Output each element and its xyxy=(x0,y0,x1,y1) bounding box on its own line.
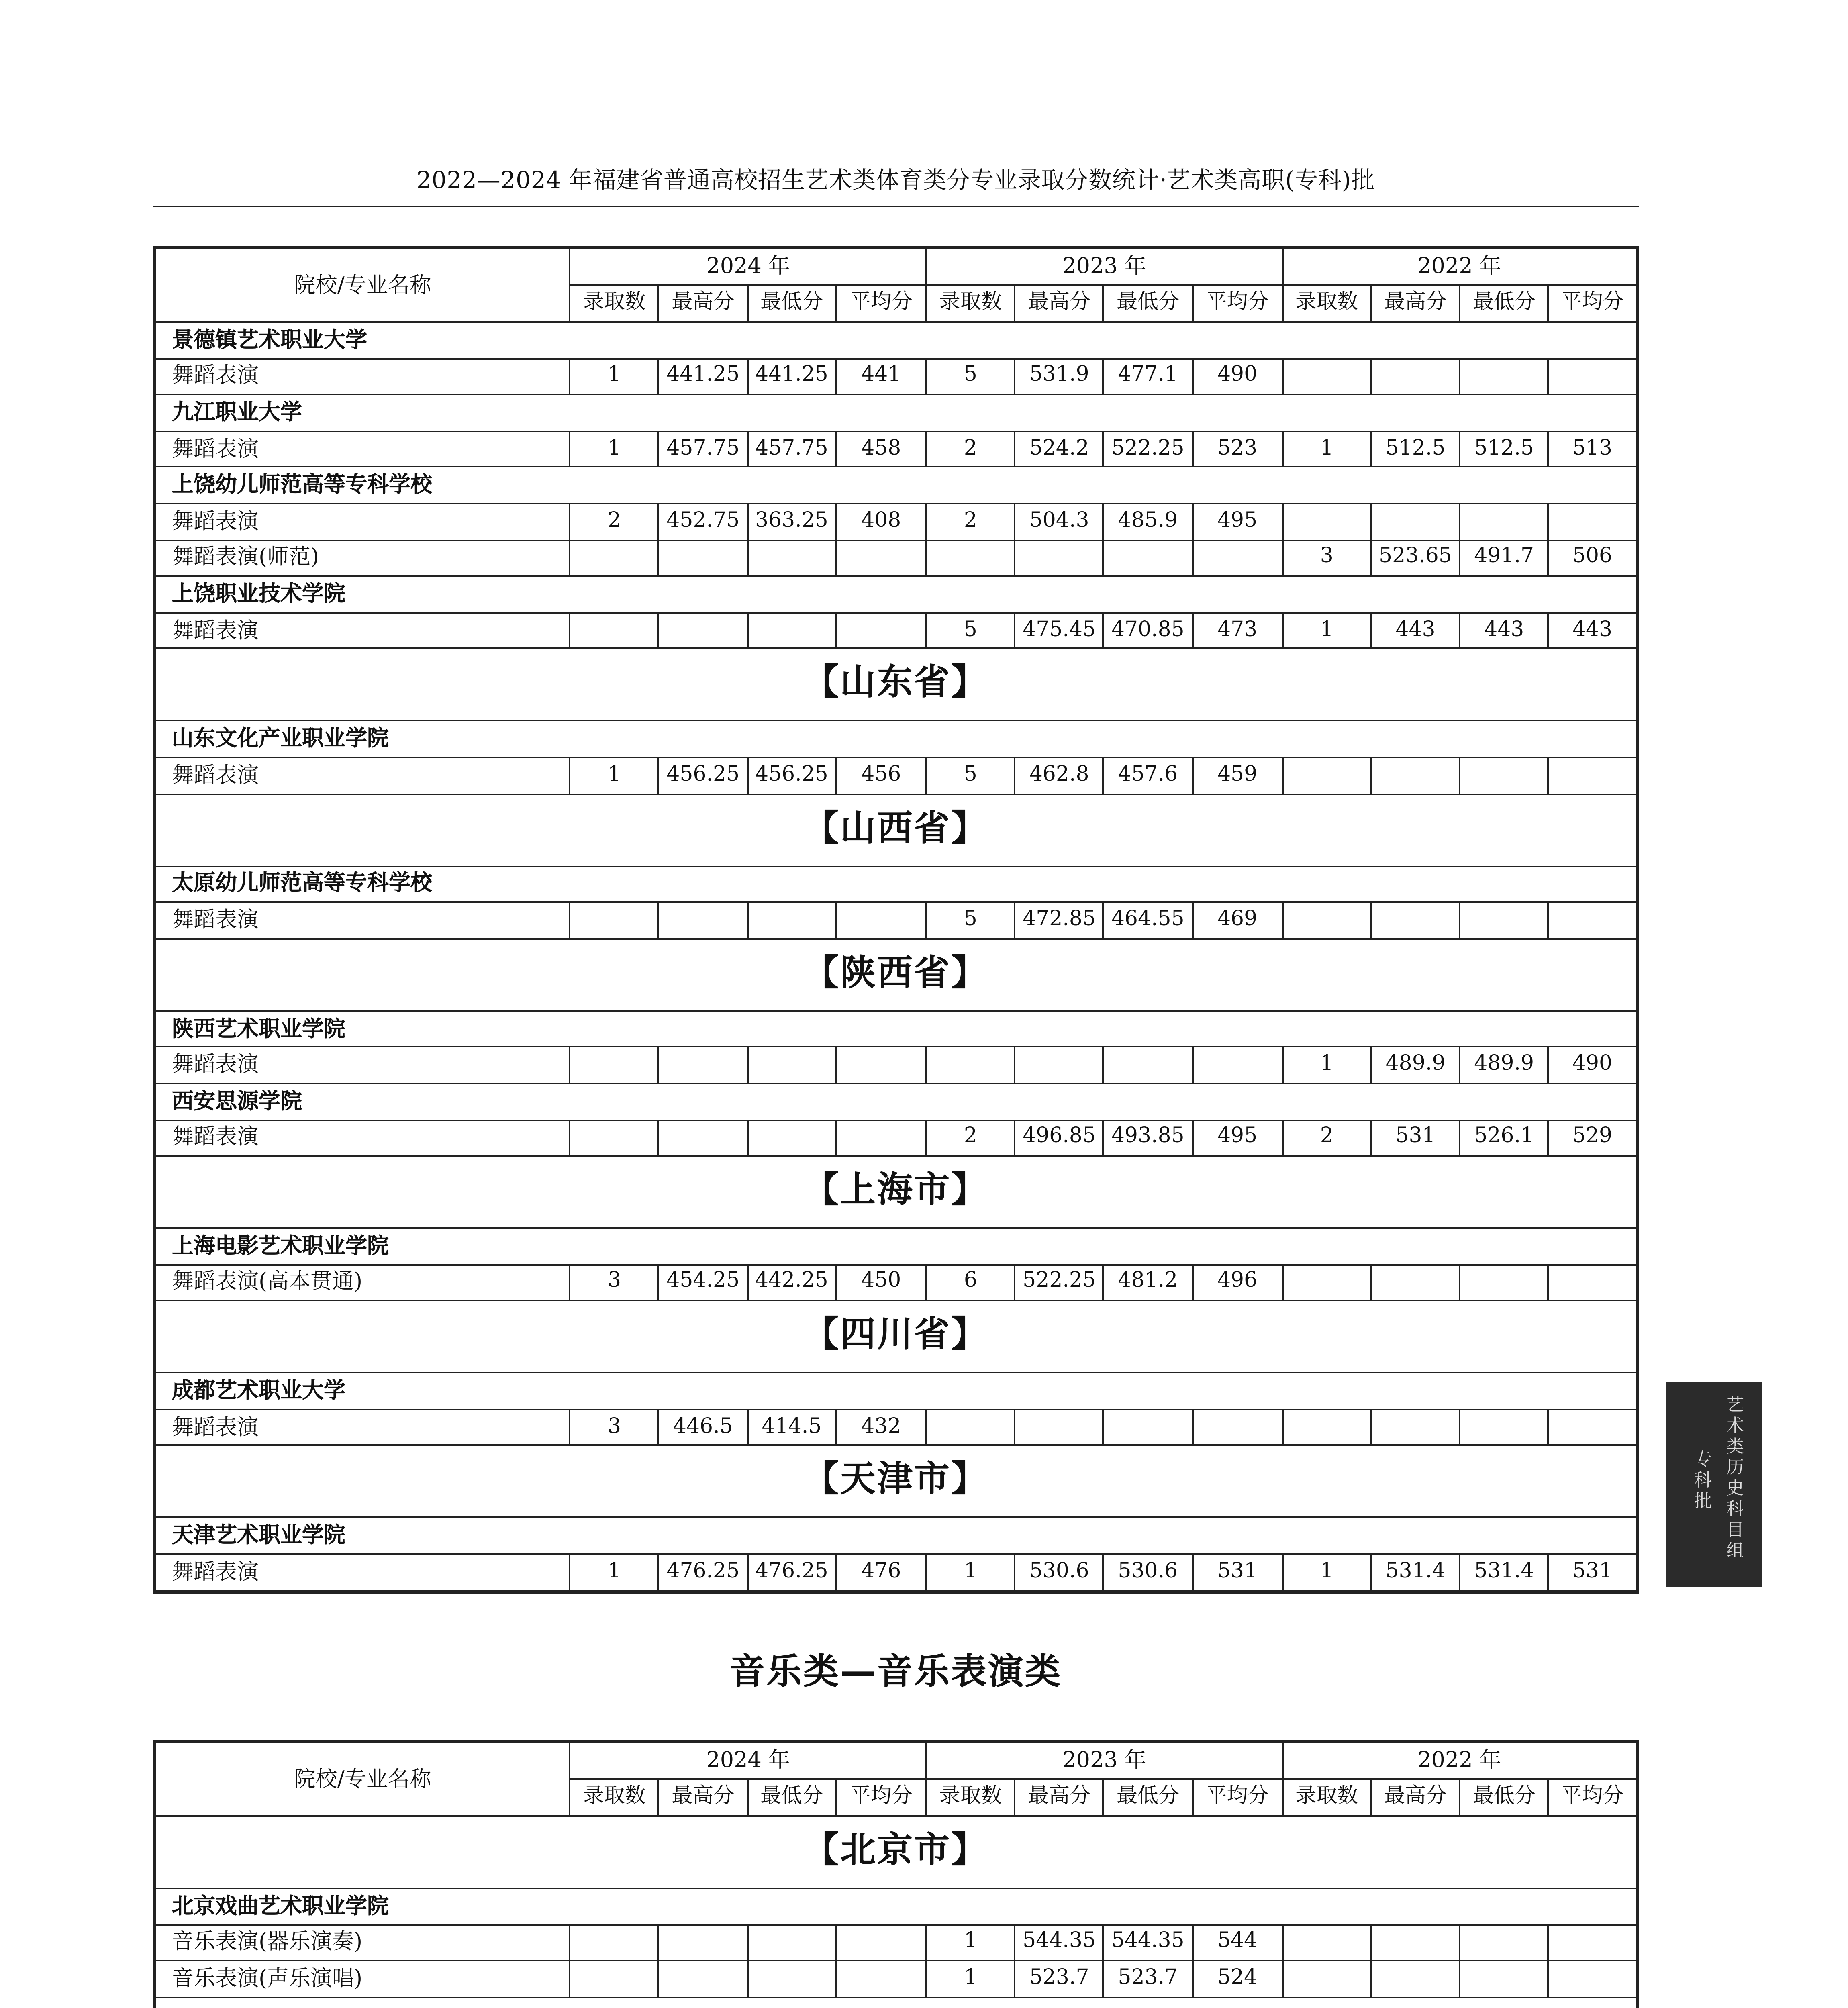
min-score-2022-cell: 512.5 xyxy=(1460,431,1548,467)
major-name: 音乐表演(器乐演奏) xyxy=(154,1924,570,1961)
count-2023-cell: 1 xyxy=(926,1924,1015,1961)
count-2024-cell xyxy=(570,1961,659,1997)
avg-score-2024-cell xyxy=(836,612,926,649)
major-name: 舞蹈表演 xyxy=(154,612,570,649)
count-2022-cell xyxy=(1282,504,1371,540)
min-score-2023-cell: 485.9 xyxy=(1104,504,1193,540)
min-score-2024-cell xyxy=(747,1924,836,1961)
count-2024-cell xyxy=(570,902,659,939)
school-row xyxy=(154,1518,1637,1554)
school-name: 景德镇艺术职业大学 xyxy=(154,322,1637,358)
count-2022-cell xyxy=(1282,1265,1371,1301)
year-header-2023: 2023 年 xyxy=(926,1741,1282,1779)
min-score-2024-cell: 363.25 xyxy=(747,504,836,540)
avg-score-2022-cell xyxy=(1548,504,1637,540)
avg-score-2022-cell: 529 xyxy=(1548,1120,1637,1156)
major-name: 舞蹈表演 xyxy=(154,504,570,540)
col-header-max: 最高分 xyxy=(1371,285,1460,322)
page-header-title: 2022—2024 年福建省普通高校招生艺术类体育类分专业录取分数统计·艺术类高职(专科)批 xyxy=(416,169,1375,194)
col-header-max: 最高分 xyxy=(659,285,747,322)
count-2024-cell xyxy=(570,540,659,576)
count-2024-cell: 1 xyxy=(570,757,659,794)
col-header-avg: 平均分 xyxy=(836,285,926,322)
count-2022-cell: 1 xyxy=(1282,1047,1371,1083)
major-row xyxy=(154,1120,1637,1156)
avg-score-2024-cell xyxy=(836,540,926,576)
avg-score-2024-cell xyxy=(836,902,926,939)
avg-score-2024-cell: 408 xyxy=(836,504,926,540)
count-2022-cell xyxy=(1282,358,1371,394)
school-row xyxy=(154,1228,1637,1264)
min-score-2023-cell: 493.85 xyxy=(1104,1120,1193,1156)
music-admission-table xyxy=(153,1740,1639,2008)
major-name: 舞蹈表演 xyxy=(154,1120,570,1156)
school-row xyxy=(154,866,1637,902)
max-score-2023-cell: 462.8 xyxy=(1015,757,1104,794)
province-row xyxy=(154,1446,1637,1518)
province-row xyxy=(154,649,1637,721)
min-score-2022-cell xyxy=(1460,504,1548,540)
major-name: 舞蹈表演 xyxy=(154,902,570,939)
max-score-2023-cell: 523.7 xyxy=(1015,1961,1104,1997)
min-score-2023-cell xyxy=(1104,540,1193,576)
max-score-2024-cell: 454.25 xyxy=(659,1265,747,1301)
major-row xyxy=(154,757,1637,794)
avg-score-2022-cell: 490 xyxy=(1548,1047,1637,1083)
min-score-2023-cell: 470.85 xyxy=(1104,612,1193,649)
max-score-2024-cell xyxy=(659,1120,747,1156)
province-row xyxy=(154,1301,1637,1373)
max-score-2024-cell xyxy=(659,1924,747,1961)
min-score-2023-cell: 530.6 xyxy=(1104,1554,1193,1591)
max-score-2022-cell xyxy=(1371,1265,1460,1301)
avg-score-2022-cell xyxy=(1548,902,1637,939)
avg-score-2022-cell xyxy=(1548,1410,1637,1446)
max-score-2023-cell: 504.3 xyxy=(1015,504,1104,540)
count-2024-cell: 1 xyxy=(570,358,659,394)
school-name: 陕西艺术职业学院 xyxy=(154,1011,1637,1047)
school-row xyxy=(154,1373,1637,1409)
side-tab-batch-label: 专科批 xyxy=(1694,1449,1712,1512)
count-2023-cell: 2 xyxy=(926,504,1015,540)
min-score-2024-cell: 457.75 xyxy=(747,431,836,467)
province-heading: 【山东省】 xyxy=(154,649,1637,721)
col-header-avg: 平均分 xyxy=(836,1779,926,1816)
province-row xyxy=(154,1816,1637,1888)
col-header-count: 录取数 xyxy=(570,285,659,322)
count-2023-cell xyxy=(926,540,1015,576)
major-name: 音乐表演(声乐演唱) xyxy=(154,1961,570,1997)
count-2024-cell xyxy=(570,1120,659,1156)
max-score-2024-cell xyxy=(659,1047,747,1083)
school-name: 成都艺术职业大学 xyxy=(154,1373,1637,1409)
min-score-2022-cell xyxy=(1460,1924,1548,1961)
avg-score-2022-cell xyxy=(1548,358,1637,394)
max-score-2023-cell: 531.9 xyxy=(1015,358,1104,394)
major-row xyxy=(154,504,1637,540)
min-score-2022-cell xyxy=(1460,1410,1548,1446)
school-row xyxy=(154,721,1637,757)
major-name: 舞蹈表演 xyxy=(154,358,570,394)
max-score-2022-cell: 489.9 xyxy=(1371,1047,1460,1083)
province-row xyxy=(154,1997,1637,2008)
count-2022-cell: 1 xyxy=(1282,1554,1371,1591)
max-score-2022-cell: 531 xyxy=(1371,1120,1460,1156)
min-score-2022-cell: 443 xyxy=(1460,612,1548,649)
count-2022-cell xyxy=(1282,902,1371,939)
school-name: 九江职业大学 xyxy=(154,395,1637,431)
min-score-2023-cell: 522.25 xyxy=(1104,431,1193,467)
school-row xyxy=(154,1888,1637,1924)
school-row xyxy=(154,322,1637,358)
col-header-avg: 平均分 xyxy=(1192,285,1282,322)
min-score-2023-cell: 523.7 xyxy=(1104,1961,1193,1997)
count-2024-cell: 3 xyxy=(570,1265,659,1301)
avg-score-2024-cell xyxy=(836,1120,926,1156)
avg-score-2023-cell: 523 xyxy=(1192,431,1282,467)
province-heading: 【北京市】 xyxy=(154,1816,1637,1888)
max-score-2022-cell xyxy=(1371,1410,1460,1446)
min-score-2023-cell: 544.35 xyxy=(1104,1924,1193,1961)
max-score-2022-cell xyxy=(1371,504,1460,540)
max-score-2024-cell: 456.25 xyxy=(659,757,747,794)
avg-score-2024-cell: 476 xyxy=(836,1554,926,1591)
avg-score-2023-cell: 496 xyxy=(1192,1265,1282,1301)
province-heading: 【山西省】 xyxy=(154,794,1637,866)
avg-score-2024-cell xyxy=(836,1924,926,1961)
avg-score-2023-cell: 469 xyxy=(1192,902,1282,939)
max-score-2024-cell: 446.5 xyxy=(659,1410,747,1446)
count-2024-cell: 3 xyxy=(570,1410,659,1446)
min-score-2024-cell xyxy=(747,612,836,649)
col-header-count: 录取数 xyxy=(926,1779,1015,1816)
province-heading: 【上海市】 xyxy=(154,1156,1637,1228)
major-row xyxy=(154,612,1637,649)
max-score-2023-cell: 472.85 xyxy=(1015,902,1104,939)
max-score-2024-cell: 457.75 xyxy=(659,431,747,467)
max-score-2023-cell: 530.6 xyxy=(1015,1554,1104,1591)
major-row xyxy=(154,431,1637,467)
min-score-2024-cell: 456.25 xyxy=(747,757,836,794)
col-header-min: 最低分 xyxy=(1460,1779,1548,1816)
province-heading: 【天津市】 xyxy=(154,1446,1637,1518)
avg-score-2022-cell xyxy=(1548,1961,1637,1997)
school-name: 上饶职业技术学院 xyxy=(154,576,1637,612)
min-score-2024-cell xyxy=(747,902,836,939)
col-header-max: 最高分 xyxy=(1015,1779,1104,1816)
province-row xyxy=(154,1156,1637,1228)
max-score-2022-cell xyxy=(1371,358,1460,394)
max-score-2024-cell xyxy=(659,1961,747,1997)
min-score-2022-cell: 489.9 xyxy=(1460,1047,1548,1083)
avg-score-2023-cell: 459 xyxy=(1192,757,1282,794)
province-heading: 【四川省】 xyxy=(154,1301,1637,1373)
max-score-2022-cell: 531.4 xyxy=(1371,1554,1460,1591)
count-2023-cell: 5 xyxy=(926,612,1015,649)
min-score-2024-cell: 414.5 xyxy=(747,1410,836,1446)
min-score-2023-cell xyxy=(1104,1410,1193,1446)
major-row xyxy=(154,1265,1637,1301)
avg-score-2024-cell: 458 xyxy=(836,431,926,467)
min-score-2024-cell xyxy=(747,1961,836,1997)
max-score-2024-cell xyxy=(659,540,747,576)
avg-score-2022-cell: 513 xyxy=(1548,431,1637,467)
max-score-2024-cell: 452.75 xyxy=(659,504,747,540)
major-name: 舞蹈表演 xyxy=(154,1410,570,1446)
min-score-2023-cell: 457.6 xyxy=(1104,757,1193,794)
col-header-avg: 平均分 xyxy=(1548,1779,1637,1816)
col-header-min: 最低分 xyxy=(747,285,836,322)
count-2024-cell xyxy=(570,1047,659,1083)
avg-score-2023-cell xyxy=(1192,1410,1282,1446)
max-score-2024-cell: 476.25 xyxy=(659,1554,747,1591)
count-2024-cell: 1 xyxy=(570,1554,659,1591)
count-2024-cell: 1 xyxy=(570,431,659,467)
major-row xyxy=(154,1554,1637,1591)
section-side-tab xyxy=(1666,1382,1762,1587)
min-score-2022-cell: 491.7 xyxy=(1460,540,1548,576)
avg-score-2022-cell xyxy=(1548,1265,1637,1301)
max-score-2023-cell: 544.35 xyxy=(1015,1924,1104,1961)
count-2023-cell: 5 xyxy=(926,902,1015,939)
avg-score-2022-cell: 506 xyxy=(1548,540,1637,576)
count-2024-cell xyxy=(570,1924,659,1961)
school-row xyxy=(154,467,1637,504)
major-name: 舞蹈表演(师范) xyxy=(154,540,570,576)
min-score-2024-cell: 442.25 xyxy=(747,1265,836,1301)
avg-score-2023-cell xyxy=(1192,540,1282,576)
side-tab-category-label: 艺术类历史科目组 xyxy=(1726,1394,1744,1561)
avg-score-2024-cell: 441 xyxy=(836,358,926,394)
major-row xyxy=(154,1410,1637,1446)
min-score-2024-cell xyxy=(747,540,836,576)
max-score-2022-cell xyxy=(1371,1961,1460,1997)
school-name: 山东文化产业职业学院 xyxy=(154,721,1637,757)
avg-score-2024-cell: 456 xyxy=(836,757,926,794)
school-row xyxy=(154,1011,1637,1047)
max-score-2023-cell xyxy=(1015,1047,1104,1083)
count-2023-cell: 2 xyxy=(926,431,1015,467)
col-header-avg: 平均分 xyxy=(1548,285,1637,322)
province-heading xyxy=(154,1997,1637,2008)
col-header-max: 最高分 xyxy=(1371,1779,1460,1816)
major-row xyxy=(154,358,1637,394)
max-score-2024-cell: 441.25 xyxy=(659,358,747,394)
year-header-2023: 2023 年 xyxy=(926,247,1282,285)
count-2023-cell: 5 xyxy=(926,358,1015,394)
avg-score-2022-cell xyxy=(1548,1924,1637,1961)
major-name: 舞蹈表演 xyxy=(154,1554,570,1591)
year-header-2024: 2024 年 xyxy=(570,247,926,285)
section-title: 音乐类—音乐表演类 xyxy=(729,1653,1062,1693)
year-header-2022: 2022 年 xyxy=(1282,1741,1637,1779)
count-2023-cell: 1 xyxy=(926,1554,1015,1591)
major-row xyxy=(154,902,1637,939)
count-2022-cell xyxy=(1282,1961,1371,1997)
col-header-min: 最低分 xyxy=(747,1779,836,1816)
avg-score-2023-cell: 473 xyxy=(1192,612,1282,649)
avg-score-2023-cell: 495 xyxy=(1192,504,1282,540)
col-header-min: 最低分 xyxy=(1104,285,1193,322)
col-header-min: 最低分 xyxy=(1104,1779,1193,1816)
max-score-2022-cell: 443 xyxy=(1371,612,1460,649)
avg-score-2023-cell: 524 xyxy=(1192,1961,1282,1997)
count-2022-cell xyxy=(1282,1410,1371,1446)
min-score-2022-cell xyxy=(1460,902,1548,939)
max-score-2023-cell: 496.85 xyxy=(1015,1120,1104,1156)
max-score-2023-cell xyxy=(1015,540,1104,576)
max-score-2023-cell xyxy=(1015,1410,1104,1446)
count-2024-cell: 2 xyxy=(570,504,659,540)
col-header-count: 录取数 xyxy=(1282,285,1371,322)
province-row xyxy=(154,939,1637,1011)
col-header-max: 最高分 xyxy=(1015,285,1104,322)
avg-score-2022-cell: 443 xyxy=(1548,612,1637,649)
min-score-2023-cell: 481.2 xyxy=(1104,1265,1193,1301)
major-row xyxy=(154,1047,1637,1083)
province-row xyxy=(154,794,1637,866)
count-2022-cell: 1 xyxy=(1282,612,1371,649)
avg-score-2023-cell xyxy=(1192,1047,1282,1083)
col-header-min: 最低分 xyxy=(1460,285,1548,322)
max-score-2023-cell: 524.2 xyxy=(1015,431,1104,467)
year-header-2024: 2024 年 xyxy=(570,1741,926,1779)
min-score-2022-cell xyxy=(1460,1961,1548,1997)
col-header-avg: 平均分 xyxy=(1192,1779,1282,1816)
col-header-max: 最高分 xyxy=(659,1779,747,1816)
count-2023-cell: 5 xyxy=(926,757,1015,794)
count-2023-cell: 2 xyxy=(926,1120,1015,1156)
max-score-2022-cell: 512.5 xyxy=(1371,431,1460,467)
dance-admission-table xyxy=(153,246,1639,1593)
count-2022-cell xyxy=(1282,757,1371,794)
max-score-2023-cell: 522.25 xyxy=(1015,1265,1104,1301)
count-2022-cell: 3 xyxy=(1282,540,1371,576)
max-score-2022-cell xyxy=(1371,1924,1460,1961)
avg-score-2023-cell: 495 xyxy=(1192,1120,1282,1156)
school-row xyxy=(154,576,1637,612)
min-score-2024-cell xyxy=(747,1047,836,1083)
name-column-header: 院校/专业名称 xyxy=(154,247,570,322)
min-score-2022-cell xyxy=(1460,757,1548,794)
min-score-2023-cell xyxy=(1104,1047,1193,1083)
school-name: 西安思源学院 xyxy=(154,1084,1637,1120)
school-name: 太原幼儿师范高等专科学校 xyxy=(154,866,1637,902)
max-score-2022-cell: 523.65 xyxy=(1371,540,1460,576)
major-name: 舞蹈表演 xyxy=(154,757,570,794)
province-heading: 【陕西省】 xyxy=(154,939,1637,1011)
count-2023-cell: 6 xyxy=(926,1265,1015,1301)
school-row xyxy=(154,395,1637,431)
min-score-2024-cell xyxy=(747,1120,836,1156)
col-header-count: 录取数 xyxy=(570,1779,659,1816)
major-name: 舞蹈表演 xyxy=(154,431,570,467)
school-name: 上海电影艺术职业学院 xyxy=(154,1228,1637,1264)
count-2024-cell xyxy=(570,612,659,649)
avg-score-2024-cell xyxy=(836,1047,926,1083)
min-score-2023-cell: 477.1 xyxy=(1104,358,1193,394)
name-column-header: 院校/专业名称 xyxy=(154,1741,570,1816)
min-score-2023-cell: 464.55 xyxy=(1104,902,1193,939)
major-name: 舞蹈表演(高本贯通) xyxy=(154,1265,570,1301)
max-score-2024-cell xyxy=(659,902,747,939)
school-name: 北京戏曲艺术职业学院 xyxy=(154,1888,1637,1924)
count-2022-cell: 2 xyxy=(1282,1120,1371,1156)
max-score-2024-cell xyxy=(659,612,747,649)
avg-score-2024-cell xyxy=(836,1961,926,1997)
min-score-2022-cell xyxy=(1460,1265,1548,1301)
major-name: 舞蹈表演 xyxy=(154,1047,570,1083)
avg-score-2023-cell: 490 xyxy=(1192,358,1282,394)
count-2022-cell: 1 xyxy=(1282,431,1371,467)
count-2022-cell xyxy=(1282,1924,1371,1961)
major-row xyxy=(154,1924,1637,1961)
school-name: 上饶幼儿师范高等专科学校 xyxy=(154,467,1637,504)
year-header-2022: 2022 年 xyxy=(1282,247,1637,285)
school-name: 天津艺术职业学院 xyxy=(154,1518,1637,1554)
avg-score-2022-cell: 531 xyxy=(1548,1554,1637,1591)
min-score-2024-cell: 476.25 xyxy=(747,1554,836,1591)
max-score-2022-cell xyxy=(1371,902,1460,939)
count-2023-cell xyxy=(926,1047,1015,1083)
avg-score-2022-cell xyxy=(1548,757,1637,794)
school-row xyxy=(154,1084,1637,1120)
avg-score-2024-cell: 450 xyxy=(836,1265,926,1301)
col-header-count: 录取数 xyxy=(926,285,1015,322)
major-row xyxy=(154,540,1637,576)
col-header-count: 录取数 xyxy=(1282,1779,1371,1816)
avg-score-2023-cell: 544 xyxy=(1192,1924,1282,1961)
avg-score-2023-cell: 531 xyxy=(1192,1554,1282,1591)
min-score-2022-cell xyxy=(1460,358,1548,394)
max-score-2022-cell xyxy=(1371,757,1460,794)
major-row xyxy=(154,1961,1637,1997)
header-rule xyxy=(153,206,1639,207)
min-score-2024-cell: 441.25 xyxy=(747,358,836,394)
avg-score-2024-cell: 432 xyxy=(836,1410,926,1446)
max-score-2023-cell: 475.45 xyxy=(1015,612,1104,649)
min-score-2022-cell: 531.4 xyxy=(1460,1554,1548,1591)
count-2023-cell: 1 xyxy=(926,1961,1015,1997)
min-score-2022-cell: 526.1 xyxy=(1460,1120,1548,1156)
count-2023-cell xyxy=(926,1410,1015,1446)
